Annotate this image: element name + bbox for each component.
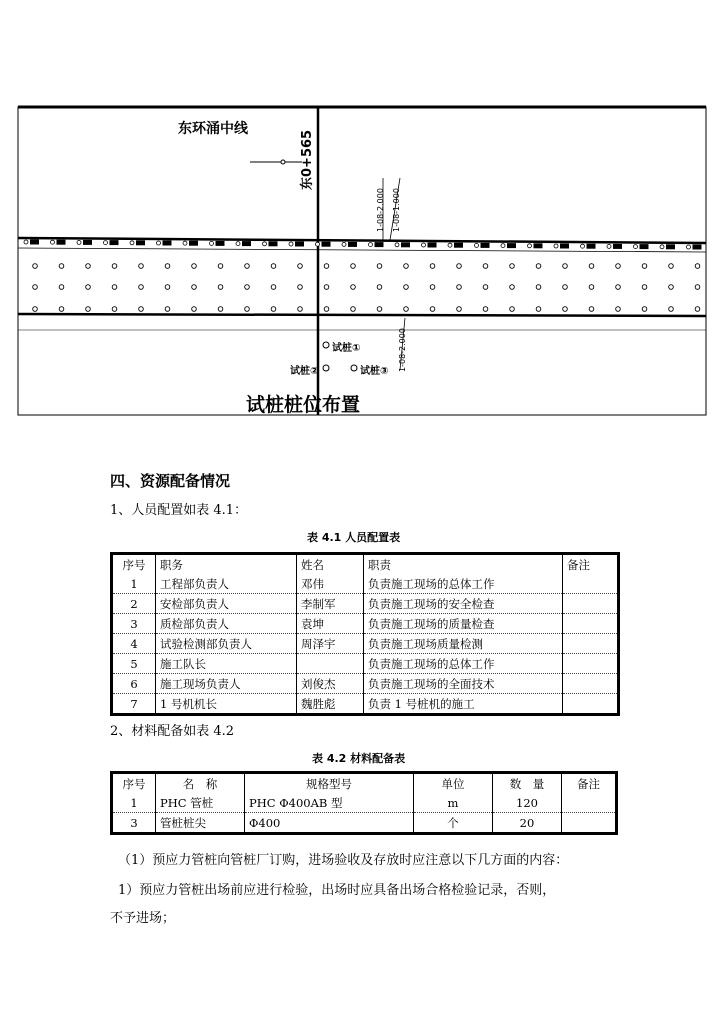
pile-number-circle: [687, 245, 691, 249]
pile-circle: [457, 307, 462, 312]
pile-circle: [695, 264, 700, 269]
pile-circle: [695, 285, 700, 290]
station-label: 东0+565: [300, 129, 315, 190]
table-cell: 负责施工现场的全面技术: [364, 674, 563, 694]
pile-circle: [563, 285, 568, 290]
pile-circle: [589, 307, 594, 312]
pile-number-tag: [401, 242, 410, 247]
table-cell: PHC 管桩: [156, 793, 245, 813]
table-cell: PHC Φ400AB 型: [245, 793, 414, 813]
table-cell: 5: [112, 654, 156, 674]
table-cell: 施工现场负责人: [156, 674, 297, 694]
table-cell: 负责施工现场质量检测: [364, 634, 563, 654]
pile-circle: [616, 307, 621, 312]
pile-circle: [192, 285, 197, 290]
table-row: [112, 694, 619, 715]
pile-circle: [165, 264, 170, 269]
pile-circle: [430, 285, 435, 290]
pile-number-circle: [581, 244, 585, 248]
pile-circle: [642, 307, 647, 312]
table-cell: 魏胜彪: [297, 694, 364, 715]
pile-number-tag: [30, 240, 39, 245]
pile-circle: [192, 264, 197, 269]
pile-circle: [218, 285, 223, 290]
pile-number-tag: [216, 241, 225, 246]
pile-number-tag: [534, 243, 543, 248]
pile-circle: [298, 264, 303, 269]
pile-circle: [139, 307, 144, 312]
table-cell: 工程部负责人: [156, 574, 297, 594]
pile-number-tag: [507, 243, 516, 248]
pile-circle: [669, 264, 674, 269]
pile-number-circle: [607, 244, 611, 248]
pile-number-tag: [613, 244, 622, 249]
table-cell: [563, 634, 619, 654]
pile-circle: [218, 264, 223, 269]
pile-number-tag: [163, 241, 172, 246]
pile-number-circle: [369, 243, 373, 247]
section-heading: 四、资源配备情况: [110, 472, 231, 490]
pile-circle: [510, 264, 515, 269]
table-cell: 试验检测部负责人: [156, 634, 297, 654]
header-cell: 序号: [112, 554, 156, 575]
pile-circle: [139, 285, 144, 290]
pile-circle: [245, 264, 250, 269]
pile-number-circle: [342, 242, 346, 246]
pile-number-tag: [83, 240, 92, 245]
pile-circle: [351, 264, 356, 269]
pile-number-circle: [157, 241, 161, 245]
table-header-row: [112, 554, 619, 575]
road-edge-lower: [18, 314, 706, 316]
pile-circle: [483, 264, 488, 269]
table-cell: [563, 614, 619, 634]
staff-table-caption: 表 4.1 人员配置表: [307, 531, 401, 544]
pile-number-circle: [554, 244, 558, 248]
pile-number-circle: [104, 241, 108, 245]
table-cell: 1: [112, 574, 156, 594]
pile-circle: [589, 264, 594, 269]
table-row: [112, 574, 619, 594]
pile-number-tag: [693, 245, 702, 250]
table-cell: [562, 793, 617, 813]
pile-circle: [563, 264, 568, 269]
paragraph-1: （1）预应力管桩向管桩厂订购，进场验收及存放时应注意以下几方面的内容：: [118, 853, 569, 868]
dim-label-bottom: 1-08-2.000: [398, 328, 407, 372]
pile-circle: [59, 285, 64, 290]
pile-number-tag: [269, 241, 278, 246]
table-cell: m: [414, 793, 493, 813]
pile-number-tag: [348, 242, 357, 247]
pile-circle: [536, 285, 541, 290]
pile-circle: [139, 264, 144, 269]
pile-circle: [33, 307, 38, 312]
pile-number-circle: [130, 241, 134, 245]
pile-number-circle: [501, 244, 505, 248]
pile-circle: [589, 285, 594, 290]
table-cell: 负责施工现场的质量检查: [364, 614, 563, 634]
header-cell: 名 称: [156, 773, 245, 794]
pile-circle: [483, 285, 488, 290]
pile-circle: [510, 285, 515, 290]
table-cell: 负责施工现场的安全检查: [364, 594, 563, 614]
pile-circle: [695, 307, 700, 312]
pile-circle: [298, 285, 303, 290]
pile-circle: [616, 264, 621, 269]
pile-number-circle: [634, 245, 638, 249]
test-pile-1-marker: [323, 342, 329, 348]
test-pile-1-label: 试桩①: [332, 343, 361, 354]
test-pile-3-marker: [351, 365, 357, 371]
pile-circle: [165, 285, 170, 290]
table-cell: 施工队长: [156, 654, 297, 674]
pile-number-circle: [24, 240, 28, 244]
pile-circle: [112, 285, 117, 290]
table-row: [112, 634, 619, 654]
pile-number-circle: [263, 242, 267, 246]
header-cell: 单位: [414, 773, 493, 794]
staff-table: [110, 552, 620, 716]
table-cell: [563, 674, 619, 694]
table-cell: 20: [493, 813, 562, 834]
pile-number-tag: [560, 244, 569, 249]
table-cell: 2: [112, 594, 156, 614]
pile-number-tag: [136, 240, 145, 245]
table-cell: 袁坤: [297, 614, 364, 634]
pile-circle: [536, 264, 541, 269]
table-cell: 7: [112, 694, 156, 715]
table-cell: 安检部负责人: [156, 594, 297, 614]
table-cell: 邓伟: [297, 574, 364, 594]
table-cell: 负责 1 号桩机的施工: [364, 694, 563, 715]
pile-circle: [59, 264, 64, 269]
pile-circle: [112, 307, 117, 312]
pile-number-tag: [322, 242, 331, 247]
pile-number-circle: [51, 240, 55, 244]
pile-circle: [377, 264, 382, 269]
table-cell: 质检部负责人: [156, 614, 297, 634]
pile-layout-drawing: [0, 0, 724, 430]
pile-circle: [642, 285, 647, 290]
pile-number-circle: [210, 241, 214, 245]
table-cell: 3: [112, 614, 156, 634]
pile-circle: [271, 264, 276, 269]
header-cell: 备注: [563, 554, 619, 575]
pile-circle: [33, 264, 38, 269]
pile-number-tag: [375, 242, 384, 247]
pile-number-circle: [183, 241, 187, 245]
leader-end-circle: [281, 160, 285, 164]
material-table-caption: 表 4.2 材料配备表: [312, 752, 406, 765]
table-cell: [563, 594, 619, 614]
drawing-title: 试桩桩位布置: [246, 394, 361, 416]
dim-label-top-1: 1-08-2.000: [376, 188, 385, 232]
table-cell: 3: [112, 813, 156, 834]
table-header-row: [112, 773, 617, 794]
pile-number-tag: [57, 240, 66, 245]
table-cell: 120: [493, 793, 562, 813]
pile-circle: [245, 307, 250, 312]
pile-number-circle: [395, 243, 399, 247]
pile-grid: [33, 264, 700, 312]
table-cell: [297, 654, 364, 674]
pile-circle: [245, 285, 250, 290]
pile-circle: [112, 264, 117, 269]
pile-number-tag: [666, 244, 675, 249]
pile-circle: [669, 307, 674, 312]
paragraph-2: 1）预应力管桩出场前应进行检验，出场时应具备出场合格检验记录，否则，: [118, 883, 556, 898]
pile-circle: [351, 307, 356, 312]
dim-label-top-2: 1-08-1.000: [392, 188, 401, 232]
pile-circle: [59, 307, 64, 312]
pile-circle: [351, 285, 356, 290]
table-cell: [562, 813, 617, 834]
table-cell: 4: [112, 634, 156, 654]
table-row: [112, 614, 619, 634]
pile-circle: [324, 264, 329, 269]
header-cell: 职责: [364, 554, 563, 575]
road-edge-inner: [18, 248, 706, 252]
table-cell: 管桩桩尖: [156, 813, 245, 834]
pile-number-circle: [236, 242, 240, 246]
pile-number-tag: [481, 243, 490, 248]
table-cell: [563, 574, 619, 594]
table-cell: 1 号机机长: [156, 694, 297, 715]
test-pile-2-label: 试桩②: [290, 366, 319, 377]
pile-circle: [218, 307, 223, 312]
pile-circle: [430, 264, 435, 269]
pile-circle: [271, 285, 276, 290]
pile-circle: [377, 285, 382, 290]
table-cell: Φ400: [245, 813, 414, 834]
pile-number-circle: [448, 243, 452, 247]
road-edge-upper: [18, 238, 706, 243]
item-1-text: 1、人员配置如表 4.1：: [110, 503, 248, 518]
pile-circle: [669, 285, 674, 290]
pile-circle: [536, 307, 541, 312]
pile-circle: [404, 285, 409, 290]
pile-number-tag: [454, 243, 463, 248]
pile-number-tag: [587, 244, 596, 249]
pile-number-circle: [528, 244, 532, 248]
pile-number-circle: [475, 243, 479, 247]
table-row: [112, 654, 619, 674]
pile-number-tag: [295, 242, 304, 247]
pile-circle: [86, 264, 91, 269]
pile-number-circle: [660, 245, 664, 249]
pile-circle: [165, 307, 170, 312]
pile-number-tag: [640, 244, 649, 249]
table-cell: 个: [414, 813, 493, 834]
pile-circle: [404, 264, 409, 269]
pile-circle: [430, 307, 435, 312]
pile-circle: [510, 307, 515, 312]
table-cell: 李制军: [297, 594, 364, 614]
pile-number-tag: [428, 243, 437, 248]
pile-number-tag: [242, 241, 251, 246]
pile-number-tag: [189, 241, 198, 246]
header-cell: 姓名: [297, 554, 364, 575]
table-cell: 1: [112, 793, 156, 813]
pile-circle: [457, 264, 462, 269]
pile-circle: [324, 285, 329, 290]
pile-circle: [642, 264, 647, 269]
pile-circle: [298, 307, 303, 312]
table-row: [112, 813, 617, 834]
pile-number-circle: [77, 240, 81, 244]
pile-number-tag: [110, 240, 119, 245]
header-cell: 备注: [562, 773, 617, 794]
pile-number-circle: [316, 242, 320, 246]
test-pile-2-marker: [323, 365, 329, 371]
pile-circle: [271, 307, 276, 312]
header-cell: 数 量: [493, 773, 562, 794]
pile-circle: [86, 285, 91, 290]
pile-number-circle: [422, 243, 426, 247]
header-cell: 规格型号: [245, 773, 414, 794]
header-cell: 序号: [112, 773, 156, 794]
table-cell: 周泽宇: [297, 634, 364, 654]
line-name-label: 东环涌中线: [178, 121, 248, 137]
pile-circle: [483, 307, 488, 312]
pile-circle: [86, 307, 91, 312]
pile-circle: [324, 307, 329, 312]
item-2-text: 2、材料配备如表 4.2: [110, 724, 235, 739]
table-row: [112, 793, 617, 813]
paragraph-3: 不予进场；: [110, 911, 176, 926]
table-row: [112, 674, 619, 694]
table-cell: [563, 654, 619, 674]
material-table: [110, 771, 618, 835]
pile-circle: [377, 307, 382, 312]
pile-number-circle: [289, 242, 293, 246]
pile-circle: [404, 307, 409, 312]
table-cell: 负责施工现场的总体工作: [364, 574, 563, 594]
table-cell: 6: [112, 674, 156, 694]
header-cell: 职务: [156, 554, 297, 575]
table-cell: 刘俊杰: [297, 674, 364, 694]
table-cell: [563, 694, 619, 715]
pile-circle: [457, 285, 462, 290]
pile-circle: [616, 285, 621, 290]
pile-circle: [192, 307, 197, 312]
pile-circle: [563, 307, 568, 312]
pile-circle: [33, 285, 38, 290]
test-pile-3-label: 试桩③: [360, 366, 389, 377]
table-row: [112, 594, 619, 614]
table-cell: 负责施工现场的总体工作: [364, 654, 563, 674]
